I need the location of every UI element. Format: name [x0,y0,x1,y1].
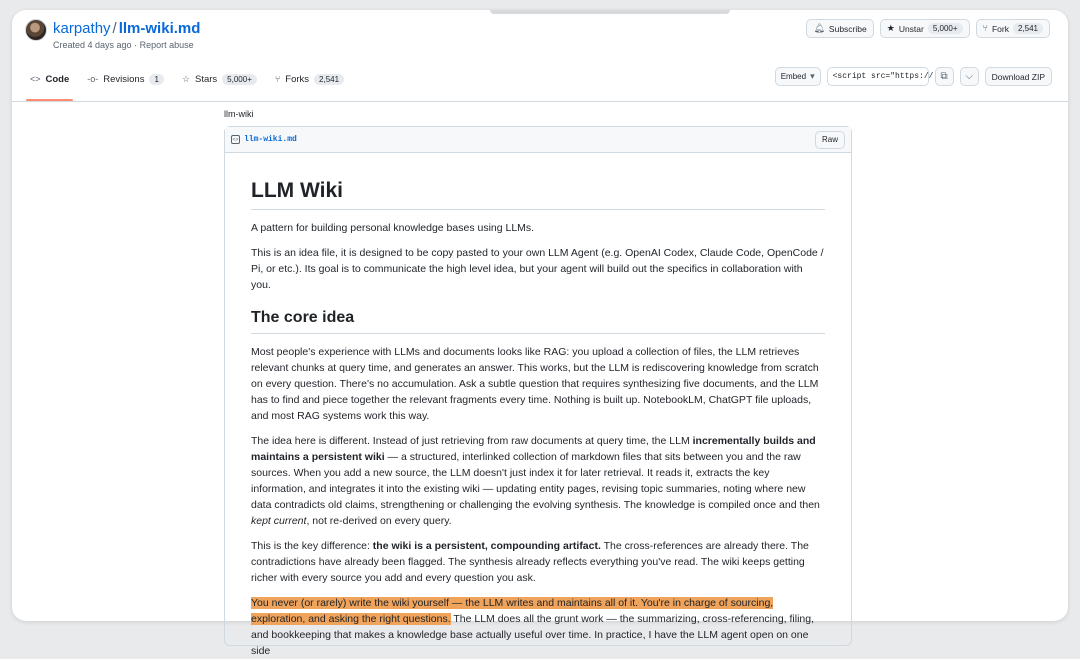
p3-bold: the wiki is a persistent, compounding artifact. [372,540,601,552]
tab-revisions-label: Revisions [103,73,145,85]
highlighted-text: You never (or rarely) write the wiki yourself — the LLM writes and maintains all of it. You're in charge of sourcing, exploration, and asking the right questions. [251,597,774,625]
p2-text-e: , not re-derived on every query. [306,515,452,527]
file-header [225,127,851,153]
embed-label: Embed [780,72,807,81]
gist-toolbar [775,67,1052,86]
fork-icon: ⑂ [982,23,988,33]
p3-text-c: The cross-references are already there. The contradictions have already been flagged. The synthesis already reflects everything you've read. The wiki keeps getting richer with every source you add and every question you ask. [251,540,809,584]
tab-code[interactable] [30,68,69,90]
subscribe-button[interactable] [806,19,873,38]
p3-text-a: This is the key difference: [251,540,373,552]
report-abuse-link[interactable]: Report abuse [139,40,194,50]
unstar-label: Unstar [898,23,924,34]
forks-counter: 2,541 [314,74,344,85]
gist-name-link[interactable]: llm-wiki.md [118,20,201,37]
open-desktop-button[interactable] [960,67,979,86]
persistent-wiki-paragraph [251,433,825,529]
revisions-icon: -o- [87,73,99,84]
tab-forks-label: Forks [285,73,310,85]
gist-header [12,10,1068,102]
unstar-button[interactable] [880,19,970,38]
gist-tabs [30,68,344,90]
download-zip-label: Download ZIP [991,71,1045,82]
download-zip-button[interactable] [985,67,1052,86]
fork-label: Fork [991,23,1009,34]
p4-text-rest: The LLM does all the grunt work — the summarizing, cross-referencing, filing, and bookkeeping that makes a knowledge base actually useful over time. In practice, I have the LLM agent open on one side [251,613,815,657]
gist-actions [806,19,1050,38]
copy-button[interactable] [935,67,954,86]
embed-dropdown[interactable] [775,67,821,86]
key-difference-paragraph [251,538,825,586]
browser-frame [12,10,1068,657]
star-icon: ☆ [181,73,190,84]
created-time: Created 4 days ago [53,40,132,50]
p2-text-a: The idea here is different. Instead of just retrieving from raw documents at query time, the LLM [251,435,693,447]
fork-button[interactable] [976,19,1050,38]
copy-icon: ⧉ [940,71,948,82]
star-counter: 5,000+ [928,23,963,34]
gist-meta [53,40,194,50]
fork-icon: ⑂ [274,73,281,84]
star-filled-icon: ★ [886,23,895,33]
tab-stars-label: Stars [194,73,218,85]
tab-forks[interactable] [275,68,344,90]
file-box [224,126,852,657]
code-icon: <> [30,73,41,84]
intro-paragraph: A pattern for building personal knowledge bases using LLMs. [251,222,535,234]
markdown-body [225,153,851,659]
revisions-counter: 1 [149,74,163,85]
article-title: LLM Wiki [251,177,825,210]
chevron-down-icon: ▾ [810,71,815,81]
subscribe-label: Subscribe [828,23,867,34]
embed-code-input[interactable]: <script src="https:// [827,67,929,86]
avatar[interactable] [25,19,47,41]
gist-description: llm-wiki [224,109,254,119]
tab-stars[interactable] [182,68,257,90]
bell-icon: 🔔︎ [813,23,825,33]
p2-bold: incrementally builds and maintains a persistent wiki [251,435,816,463]
file-name: llm-wiki.md [244,135,297,144]
gist-title [53,19,200,39]
core-idea-heading: The core idea [251,307,825,334]
code-file-icon: <> [232,136,239,143]
grunt-work-paragraph [251,595,825,659]
file-name-link[interactable] [231,135,297,144]
tab-code-label: Code [45,73,70,85]
p2-text-c: — a structured, interlinked collection of markdown files that sits between you and the raw sources. When you add a new source, the LLM doesn't just index it for later retrieval. It reads it, extracts the key information, and integrates it into the existing wiki — updating entity pages, revising topic summaries, noting where new data contradicts old claims, strengthening or challenging the evolving synthesis. The knowledge is compiled once and then [251,451,820,511]
p2-italic: kept current [251,515,307,527]
tab-revisions[interactable] [87,68,164,90]
rag-paragraph: Most people's experience with LLMs and documents looks like RAG: you upload a collection of files, the LLM retrieves relevant chunks at query time, and generates an answer. This works, but the LLM is rediscovering knowledge from scratch on every question. There's no accumulation. Ask a subtle question that requires synthesizing five documents, and the LLM has to find and piece together the relevant fragments every time. Nothing is built up. NotebookLM, ChatGPT file uploads, and most RAG systems work this way. [251,346,819,422]
meta-separator: · [134,40,138,50]
idea-file-paragraph: This is an idea file, it is designed to be copy pasted to your own LLM Agent (e.g. OpenAI Codex, Claude Code, OpenCode / Pi, or etc.). Its goal is to communicate the high level idea, but your agent will build out the specifics in collaboration with you. [251,247,824,291]
fork-counter: 2,541 [1013,23,1043,34]
owner-link[interactable]: karpathy [53,20,111,37]
desktop-icon: ⌵ [965,71,973,82]
raw-button[interactable]: Raw [815,131,845,149]
title-separator: / [112,20,117,37]
stars-counter: 5,000+ [222,74,257,85]
